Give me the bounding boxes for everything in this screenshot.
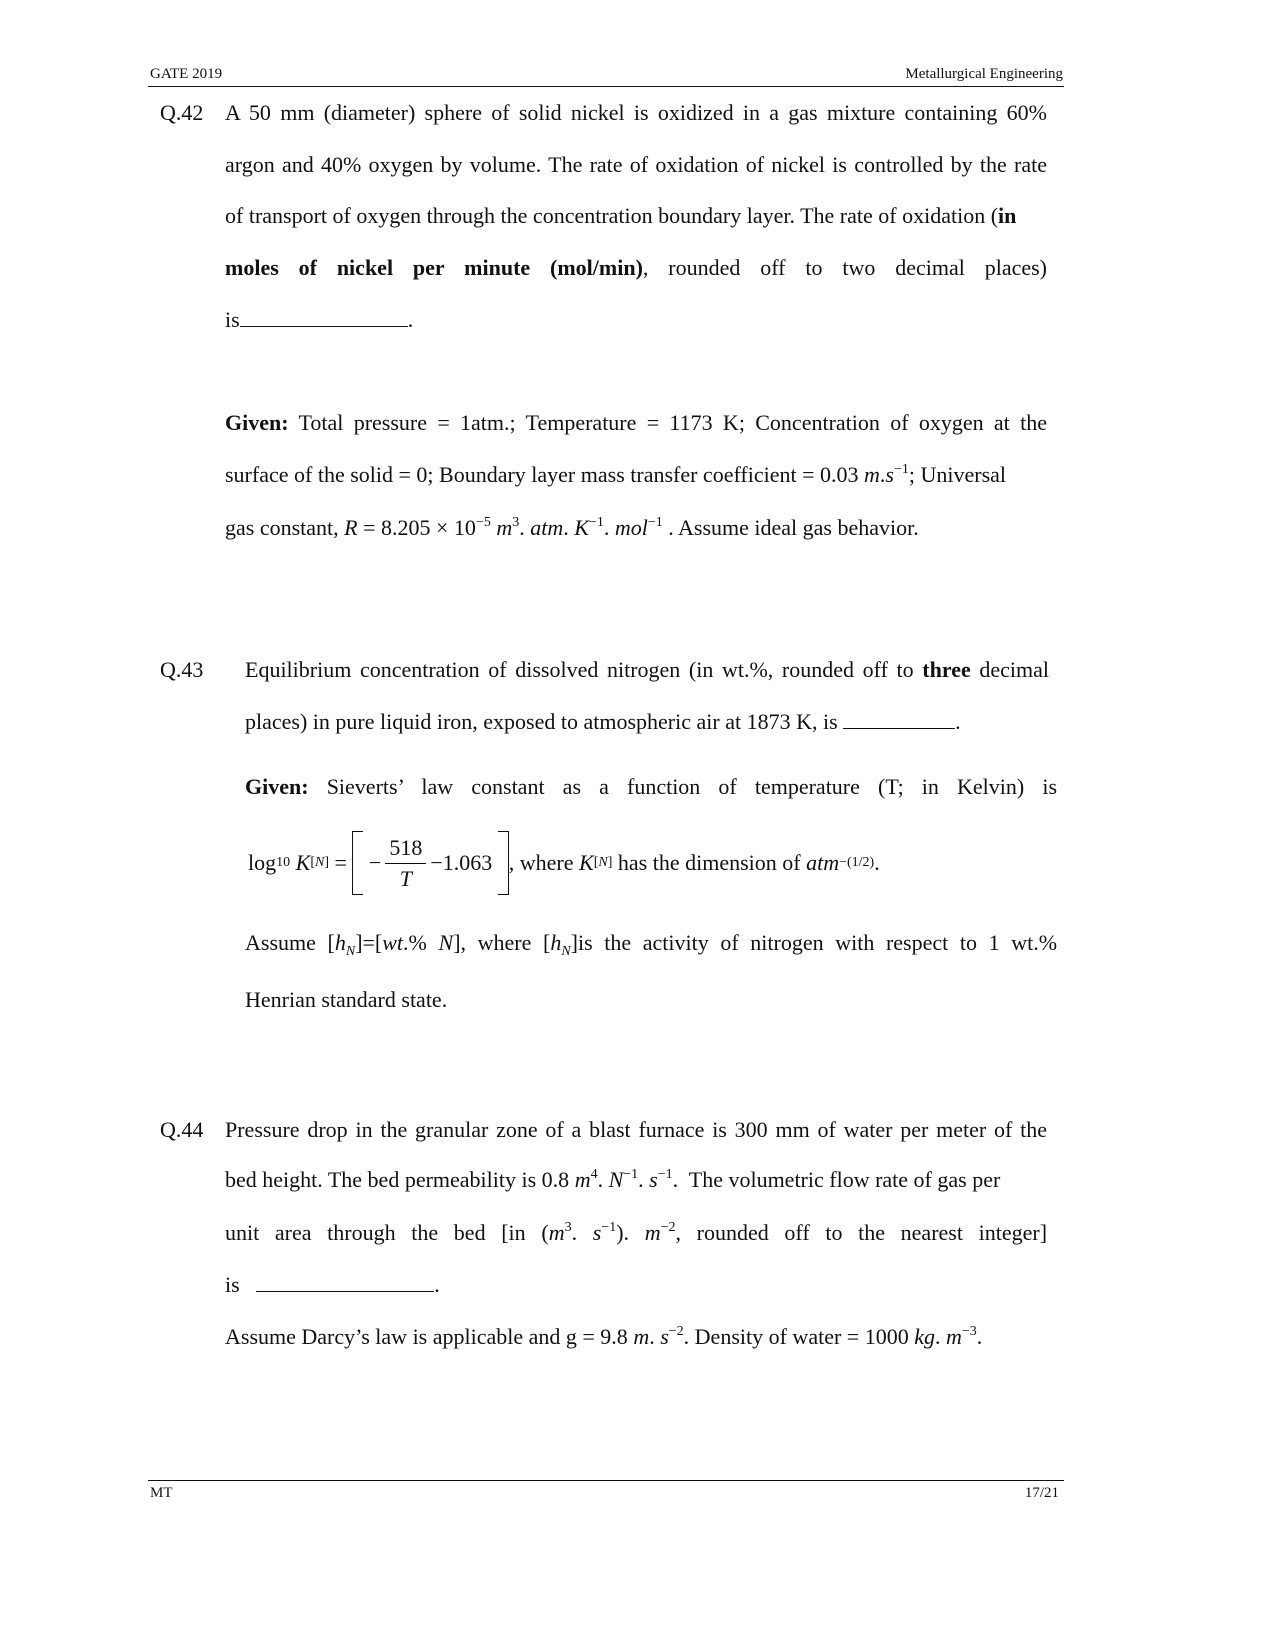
question-text-line: A 50 mm (diameter) sphere of solid nickel is oxidized in a gas mixture containing 60% (225, 100, 1047, 125)
question-text-line: unit area through the bed [in ($m^3$. $s^{-1}$). $m^{-2}$, rounded off to the nearest integer] (225, 1220, 1048, 1245)
question-number: Q.42 (160, 100, 204, 125)
header-subject: Metallurgical Engineering (905, 66, 1063, 82)
assumption-line: Assume Darcy’s law is applicable and g = 9.8 m. $s^{-2}$. Density of water = 1000 kg. $m^{-3}$. (225, 1324, 983, 1349)
header-exam-title: GATE 2019 (150, 66, 223, 82)
question-text-line: argon and 40% oxygen by volume. The rate of oxidation of nickel is controlled by the rate (225, 152, 1047, 177)
question-text-line: moles of nickel per minute (mol/min), rounded off to two decimal places) (225, 255, 1047, 280)
assumption-line: Assume $[h_N]=[wt.\%$ N], where $[h_N]is$ the activity of nitrogen with respect to 1 wt.% (245, 930, 1058, 959)
question-number: Q.44 (160, 1117, 204, 1142)
header-rule (148, 86, 1064, 87)
assumption-line: Henrian standard state. (245, 987, 448, 1012)
question-number: Q.43 (160, 657, 204, 682)
answer-blank (256, 1273, 434, 1292)
question-text-line: is . (225, 307, 414, 332)
answer-blank (843, 710, 955, 729)
given-line: Given: Total pressure = 1atm.; Temperature = 1173 K; Concentration of oxygen at the (225, 410, 1047, 435)
question-text-line: bed height. The bed permeability is 0.8 $m^4$. $N^{-1}$. $s^{-1}$. The volumetric flow rate of gas per (225, 1167, 1001, 1192)
right-bracket (498, 831, 509, 895)
left-bracket (352, 831, 363, 895)
page-number: 17/21 (1024, 1485, 1059, 1501)
footer-rule (148, 1480, 1064, 1481)
footer-paper-code: MT (150, 1485, 173, 1501)
sieverts-equation: log 10 K [N] = − $\frac{518}{T}$ −1.063 , where K [N] has the dimension of atm −(1/2) . (248, 828, 880, 898)
question-text-line: Pressure drop in the granular zone of a blast furnace is 300 mm of water per meter of the (225, 1117, 1047, 1142)
given-line: gas constant, $R = 8.205 \times 10^{-5}$ $m^3$. atm. $K^{-1}$. mol$^{-1}$ . Assume ideal gas behavior. (225, 515, 919, 540)
given-line: surface of the solid = 0; Boundary layer mass transfer coefficient = 0.03 $m.s^{-1}$; Universal (225, 462, 1007, 487)
question-text-line: Equilibrium concentration of dissolved nitrogen (in wt.%, rounded off to three decimal (245, 657, 1049, 682)
answer-blank (240, 308, 408, 327)
question-text-line: is . (225, 1272, 440, 1297)
given-line: Given: Sieverts’ law constant as a function of temperature (T; in Kelvin) is (245, 774, 1058, 799)
question-text-line: of transport of oxygen through the concentration boundary layer. The rate of oxidation (in (225, 203, 1017, 228)
question-text-line: places) in pure liquid iron, exposed to atmospheric air at 1873 K, is . (245, 709, 961, 734)
